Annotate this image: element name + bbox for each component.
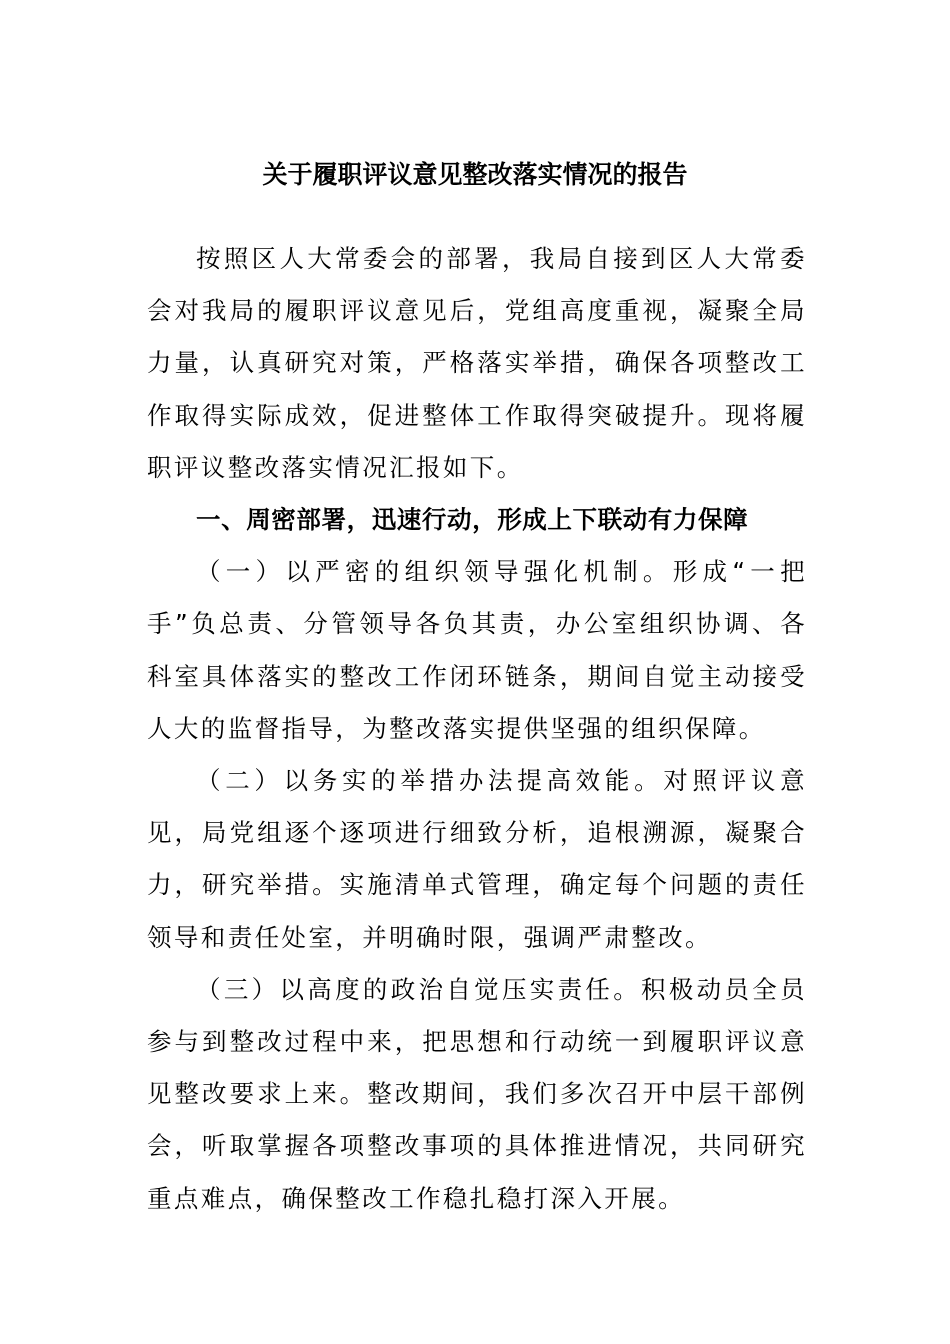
section-paragraph-2: （二）以务实的举措办法提高效能。对照评议意见，局党组逐个逐项进行细致分析，追根溯源，凝聚合力，研究举措。实施清单式管理，确定每个问题的责任领导和责任处室，并明确时限，强调严肃整改。 — [147, 766, 807, 952]
section-heading: 一、周密部署，迅速行动，形成上下联动有力保障 — [196, 505, 749, 535]
intro-paragraph: 按照区人大常委会的部署，我局自接到区人大常委会对我局的履职评议意见后，党组高度重视，凝聚全局力量，认真研究对策，严格落实举措，确保各项整改工作取得实际成效，促进整体工作取得突破提升。现将履职评议整改落实情况汇报如下。 — [147, 244, 807, 482]
document-title: 关于履职评议意见整改落实情况的报告 — [262, 160, 688, 189]
document-body — [147, 233, 807, 1225]
section-paragraph-3: （三）以高度的政治自觉压实责任。积极动员全员参与到整改过程中来，把思想和行动统一到履职评议意见整改要求上来。整改期间，我们多次召开中层干部例会，听取掌握各项整改事项的具体推进情况，共同研究重点难点，确保整改工作稳扎稳打深入开展。 — [147, 974, 807, 1213]
section-paragraph-1: （一）以严密的组织领导强化机制。形成“一把手”负总责、分管领导各负其责，办公室组织协调、各科室具体落实的整改工作闭环链条，期间自觉主动接受人大的监督指导，为整改落实提供坚强的组织保障。 — [147, 557, 807, 743]
